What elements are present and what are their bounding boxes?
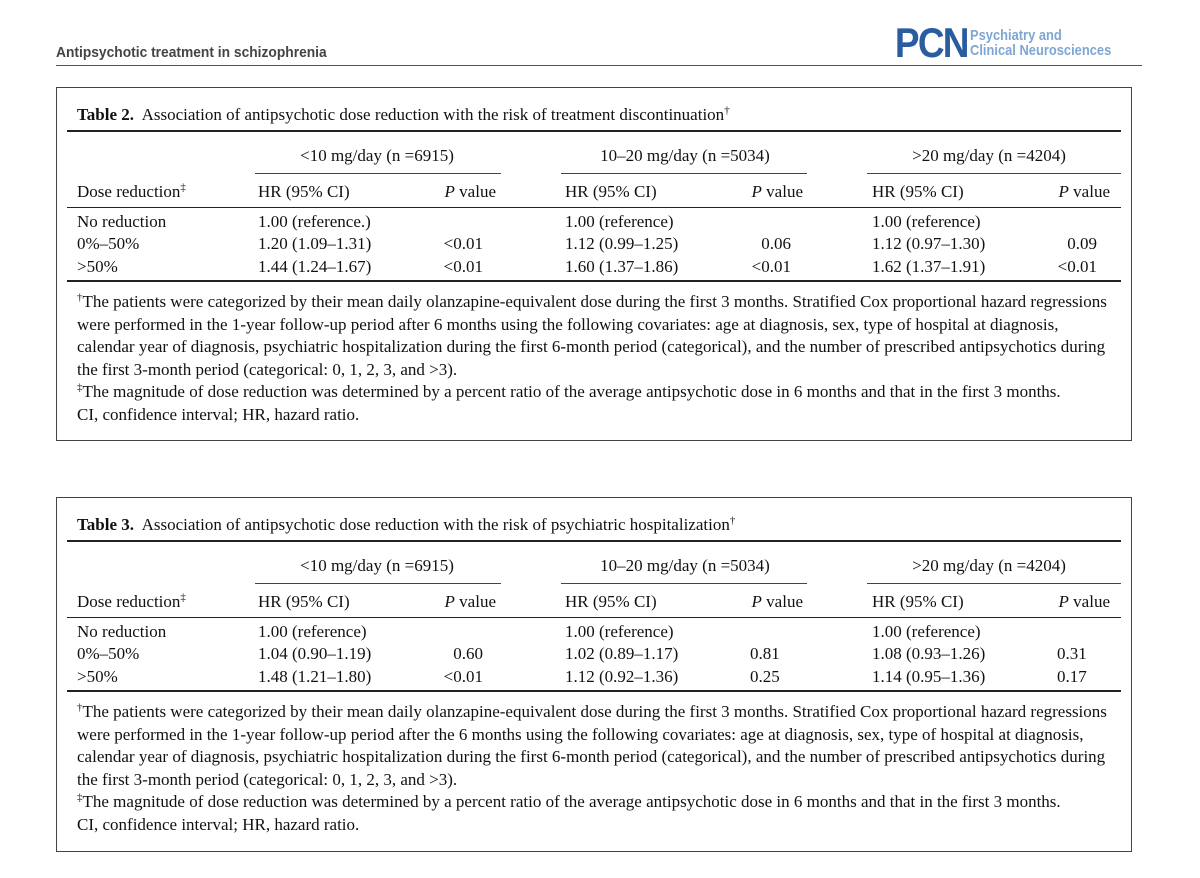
group-header-mid: 10–20 mg/day (n =5034) xyxy=(600,556,770,575)
table-title: Association of antipsychotic dose reduction with the risk of psychiatric hospitalization xyxy=(141,515,730,534)
table-label: Table 2. xyxy=(77,105,135,124)
cell-hr: 1.44 (1.24–1.67) xyxy=(258,257,372,276)
cell-hr: 1.12 (0.97–1.30) xyxy=(872,234,986,253)
table-label: Table 3. xyxy=(77,515,135,534)
row-label: No reduction xyxy=(77,212,167,231)
group-rule-high xyxy=(867,583,1121,584)
group-rule-low xyxy=(255,173,501,174)
bottom-rule xyxy=(67,690,1121,692)
table-caption xyxy=(77,515,735,535)
col-p-high: P value xyxy=(1058,182,1110,201)
col-p-mid: P value xyxy=(751,182,803,201)
cell-hr: 1.60 (1.37–1.86) xyxy=(565,257,679,276)
header-rule xyxy=(67,207,1121,208)
cell-p: 0.60 xyxy=(453,644,483,663)
cell-hr: 1.00 (reference) xyxy=(258,622,367,641)
group-rule-mid xyxy=(561,173,807,174)
group-rule-high xyxy=(867,173,1121,174)
col-hr-high: HR (95% CI) xyxy=(872,592,964,611)
footnote-dagger: †The patients were categorized by their mean daily olanzapine-equivalent dose during the first 3 months. Stratified Cox proportional hazard regressions were performed in the 1-year follow-up period after 6 months using the following covariates: age at diagnosis, sex, type of hospital at diagnosis, calendar year of diagnosis, psychiatric hospitalization during the first 6-month period (categorical), and the number of prescribed antipsychotics during the first 3-month period (categorical: 0, 1, 2, 3, and >3). xyxy=(77,291,1107,379)
row-header: Dose reduction‡ xyxy=(77,591,186,611)
col-hr-low: HR (95% CI) xyxy=(258,182,350,201)
group-header-high: >20 mg/day (n =4204) xyxy=(912,556,1066,575)
cell-hr: 1.20 (1.09–1.31) xyxy=(258,234,372,253)
logo-line-2: Clinical Neurosciences xyxy=(969,42,1112,59)
group-header-mid: 10–20 mg/day (n =5034) xyxy=(600,146,770,165)
table-3 xyxy=(56,497,1132,852)
col-p-low: P value xyxy=(444,592,496,611)
col-p-mid: P value xyxy=(751,592,803,611)
cell-p: 0.17 xyxy=(1057,667,1087,686)
footnote-ddagger: ‡The magnitude of dose reduction was determined by a percent ratio of the average antipsychotic dose in 6 months and that in the first 3 months. xyxy=(77,381,1061,401)
cell-p: <0.01 xyxy=(443,257,483,276)
bottom-rule xyxy=(67,280,1121,282)
cell-hr: 1.00 (reference) xyxy=(872,622,981,641)
cell-hr: 1.62 (1.37–1.91) xyxy=(872,257,986,276)
cell-hr: 1.48 (1.21–1.80) xyxy=(258,667,372,686)
ddagger-mark: ‡ xyxy=(180,591,186,604)
cell-p: 0.06 xyxy=(761,234,791,253)
cell-hr: 1.12 (0.99–1.25) xyxy=(565,234,679,253)
col-hr-mid: HR (95% CI) xyxy=(565,182,657,201)
col-hr-high: HR (95% CI) xyxy=(872,182,964,201)
journal-logo xyxy=(885,19,1134,66)
group-header-high: >20 mg/day (n =4204) xyxy=(912,146,1066,165)
cell-hr: 1.02 (0.89–1.17) xyxy=(565,644,679,663)
row-label: >50% xyxy=(77,667,118,686)
header-rule xyxy=(67,617,1121,618)
col-p-high: P value xyxy=(1058,592,1110,611)
table-caption xyxy=(77,105,730,125)
cell-hr: 1.12 (0.92–1.36) xyxy=(565,667,679,686)
table-footnotes xyxy=(77,291,1117,426)
cell-p: <0.01 xyxy=(443,667,483,686)
col-hr-low: HR (95% CI) xyxy=(258,592,350,611)
cell-hr: 1.00 (reference.) xyxy=(258,212,371,231)
row-label: >50% xyxy=(77,257,118,276)
cell-hr: 1.00 (reference) xyxy=(565,212,674,231)
table-title: Association of antipsychotic dose reduction with the risk of treatment discontinuation xyxy=(141,105,725,124)
cell-p: 0.25 xyxy=(750,667,780,686)
cell-p: 0.31 xyxy=(1057,644,1087,663)
row-label: 0%–50% xyxy=(77,644,140,663)
group-rule-mid xyxy=(561,583,807,584)
col-p-low: P value xyxy=(444,182,496,201)
footnote-ddagger: ‡The magnitude of dose reduction was determined by a percent ratio of the average antipsychotic dose in 6 months and that in the first 3 months. xyxy=(77,791,1061,811)
top-rule xyxy=(67,540,1121,542)
cell-p: 0.81 xyxy=(750,644,780,663)
group-header-low: <10 mg/day (n =6915) xyxy=(300,146,454,165)
cell-p: <0.01 xyxy=(751,257,791,276)
dagger-mark: † xyxy=(729,514,736,527)
row-label: 0%–50% xyxy=(77,234,140,253)
cell-hr: 1.00 (reference) xyxy=(872,212,981,231)
group-rule-low xyxy=(255,583,501,584)
header-rule xyxy=(56,65,1142,66)
cell-p: <0.01 xyxy=(443,234,483,253)
cell-p: <0.01 xyxy=(1057,257,1097,276)
row-header: Dose reduction‡ xyxy=(77,181,186,201)
ddagger-mark: ‡ xyxy=(180,181,186,194)
cell-hr: 1.04 (0.90–1.19) xyxy=(258,644,372,663)
col-hr-mid: HR (95% CI) xyxy=(565,592,657,611)
cell-hr: 1.00 (reference) xyxy=(565,622,674,641)
footnote-abbreviations: CI, confidence interval; HR, hazard ratio. xyxy=(77,404,360,424)
group-header-low: <10 mg/day (n =6915) xyxy=(300,556,454,575)
footnote-dagger: †The patients were categorized by their mean daily olanzapine-equivalent dose during the first 3 months. Stratified Cox proportional hazard regressions were performed in the 1-year follow-up period after the 6 months using the following covariates: age at diagnosis, sex, type of hospital at diagnosis, calendar year of diagnosis, psychiatric hospitalization during the first 6-month period (categorical), and the number of prescribed antipsychotics during the first 3-month period (categorical: 0, 1, 2, 3, and >3). xyxy=(77,701,1107,789)
table-footnotes xyxy=(77,701,1117,836)
logo-text xyxy=(970,28,1111,58)
cell-hr: 1.14 (0.95–1.36) xyxy=(872,667,986,686)
dagger-mark: † xyxy=(724,104,730,117)
cell-p: 0.09 xyxy=(1067,234,1097,253)
top-rule xyxy=(67,130,1121,132)
logo-mark: PCN xyxy=(894,19,968,66)
cell-hr: 1.08 (0.93–1.26) xyxy=(872,644,986,663)
logo-line-1: Psychiatry and xyxy=(969,27,1062,44)
running-title: Antipsychotic treatment in schizophrenia xyxy=(56,44,327,61)
table-2 xyxy=(56,87,1132,441)
footnote-abbreviations: CI, confidence interval; HR, hazard ratio. xyxy=(77,814,360,834)
row-label: No reduction xyxy=(77,622,167,641)
